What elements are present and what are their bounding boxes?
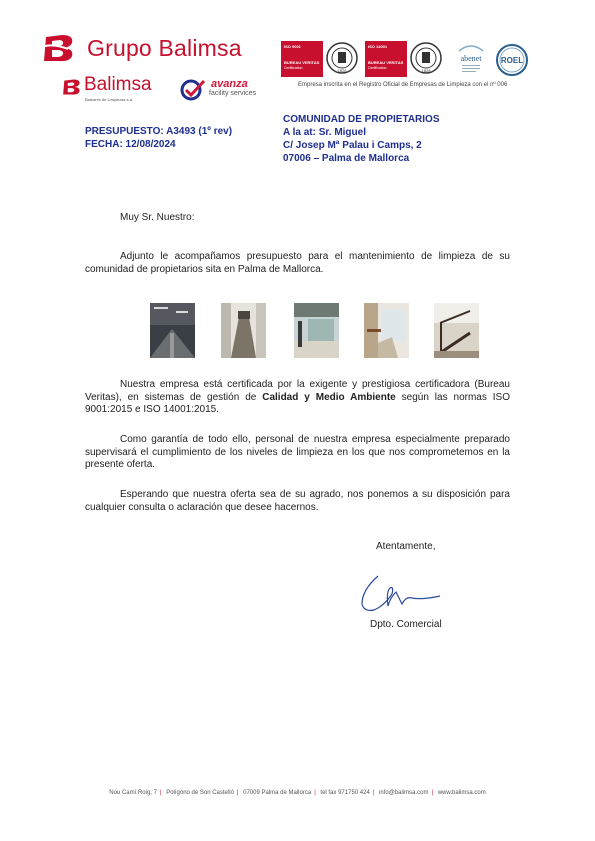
paragraph-closing: Esperando que nuestra oferta sea de su agrado, nos ponemos a su disposición para cualquier consulta o aclaración que desee hacernos. [85,489,510,513]
staircase-photo [434,303,479,358]
garage-photo [150,303,195,358]
salutation: Muy Sr. Nuestro: [120,212,195,223]
footer-address: Nou Camí Roig, 7 [109,790,157,796]
seal-year: 1828 [337,68,347,73]
footer-industrial-area: Polígono de Son Castelló [166,790,234,796]
bureau-veritas-label: BUREAU VERITAS [284,60,320,65]
quote-date: FECHA: 12/08/2024 [85,139,176,150]
avanza-subtitle: facility services [209,90,257,97]
iso-9001-badge [281,41,361,77]
avanza-name: avanza [211,78,248,90]
bureau-veritas-seal-icon [409,41,443,75]
paragraph-guarantee: Como garantía de todo ello, personal de nuestra empresa especialmente preparado supervisará el cumplimiento de los niveles de limpieza en los que nos comprometemos en la presente oferta. [85,434,510,470]
lobby-photo [364,303,409,358]
bureau-veritas-seal-icon [325,41,359,75]
footer-city: 07009 Palma de Mallorca [243,790,312,796]
roel-text: ROEL [500,56,524,65]
abenet-text: abenet [460,54,482,63]
recipient-line-1: COMUNIDAD DE PROPIETARIOS [283,114,440,125]
quote-number: PRESUPUESTO: A3493 (1º rev) [85,126,233,137]
avanza-logo-icon [180,79,206,101]
entrance-photo [294,303,339,358]
iso-14001-label: ISO 14001 [368,44,388,49]
certification-highlight: Calidad y Medio Ambiente [262,391,396,403]
certification-label: Certification [284,66,303,70]
footer-phone: tel fax 971750 424 [320,790,370,796]
recipient-line-2: A la at: Sr. Miguel [283,127,366,138]
certification-label: Certification [368,66,387,70]
registry-note: Empresa inscrita en el Registro Oficial de Empresas de Limpieza con el nº 006 [298,82,508,88]
signature-icon [356,570,446,616]
iso-14001-badge [365,41,445,77]
footer-email-link[interactable]: info@balimsa.com [379,790,429,796]
roel-logo-icon [495,43,529,77]
footer-website-link[interactable]: www.balimsa.com [437,790,486,796]
recipient-line-4: 07006 – Palma de Mallorca [283,153,410,164]
paragraph-certification [85,379,510,417]
footer: Nou Camí Roig, 7 | Polígono de Son Castelló | 07009 Palma de Mallorca | tel fax 971750 424 | info@balimsa.com | www.balimsa.com [109,790,486,796]
paragraph-intro: Adjunto le acompañamos presupuesto para el mantenimiento de limpieza de su comunidad de propietarios sita en Palma de Mallorca. [85,251,510,275]
iso-9001-label: ISO 9001 [284,44,301,49]
seal-year: 1828 [421,68,431,73]
grupo-balimsa-title: Grupo Balimsa [87,35,242,61]
recipient-line-3: C/ Josep Mª Palau i Camps, 2 [283,140,422,151]
signatory: Dpto. Comercial [370,619,442,630]
balimsa-subtitle: Baleares de Limpiezas s.a. [85,97,134,102]
balimsa-logo-icon [62,76,84,98]
closing-salutation: Atentamente, [376,541,436,552]
ramp-photo [221,303,266,358]
grupo-balimsa-logo-icon [42,33,80,63]
balimsa-title: Balimsa [84,74,152,95]
certification-text-after: según las normas ISO 9001:2015 e ISO 14001:2015. [85,391,510,415]
bureau-veritas-label: BUREAU VERITAS [368,60,404,65]
abenet-logo-icon [453,41,489,77]
certification-text-before: Nuestra empresa está certificada por la exigente y prestigiosa certificadora (Bureau Veritas), en sistemas de gestión de [85,379,510,403]
